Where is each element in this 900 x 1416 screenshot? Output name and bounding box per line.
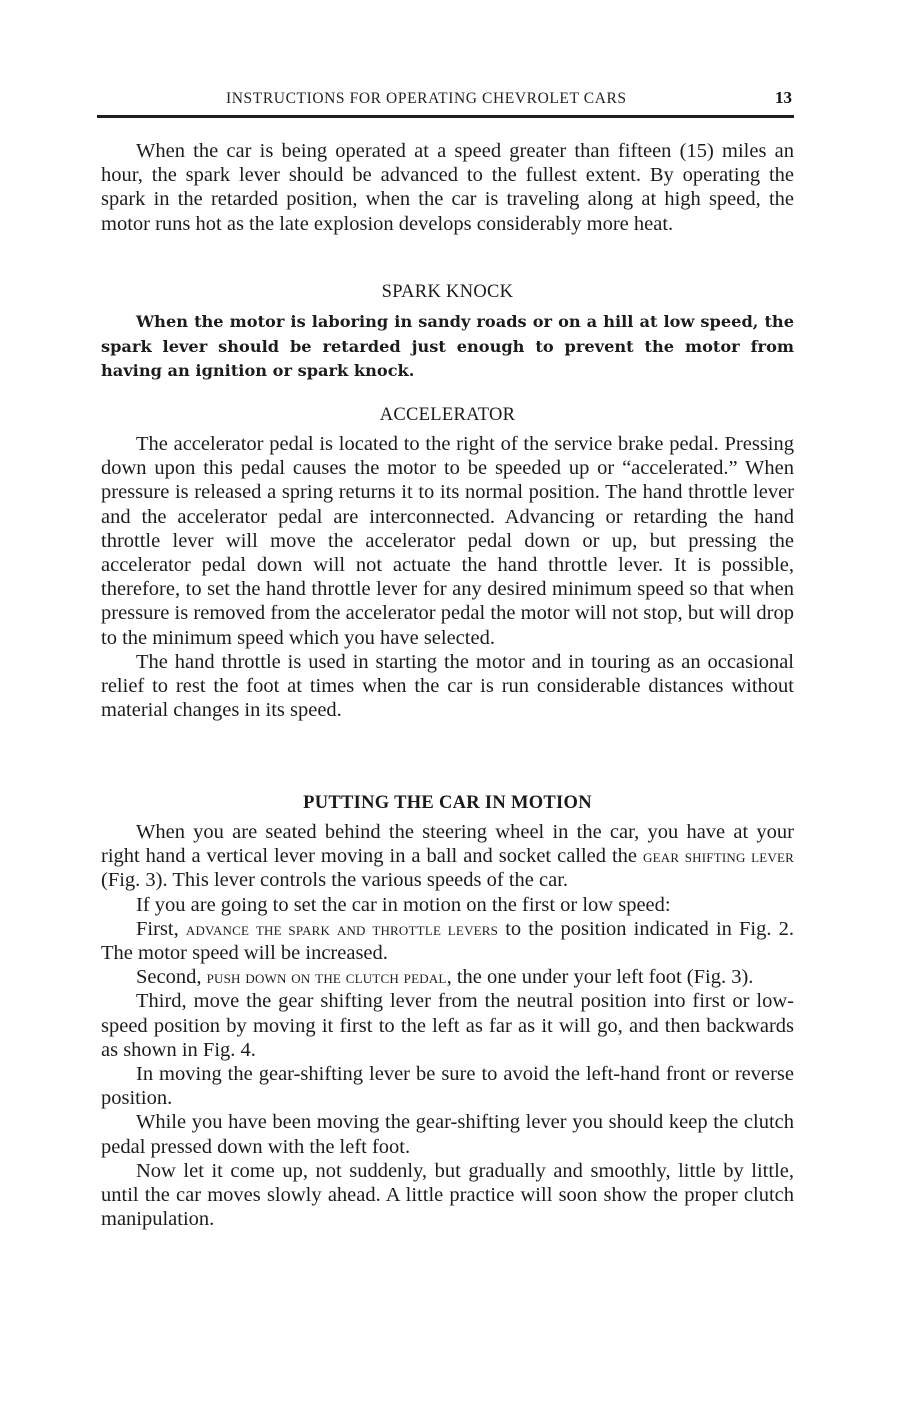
- motion-heading-wrap: [101, 793, 794, 814]
- text-run: When you are seated behind the steering wheel in the car, you have at your right hand a vertical lever moving in a ball and socket called the: [101, 821, 794, 868]
- motion-step-second: [101, 965, 794, 989]
- spark-knock-paragraph: When the motor is laboring in sandy roads or on a hill at low speed, the spark lever should be retarded just enough to prevent the motor from having an ignition or spark knock.: [101, 312, 794, 380]
- accelerator-paragraph-1: The accelerator pedal is located to the right of the service brake pedal. Pressing down upon this pedal causes the motor to be speeded up or “accelerated.” When pressure is released a spring returns it to its normal position. The hand throttle lever and the accelerator pedal are interconnected. Advancing or retarding the hand throttle lever will move the accelerator pedal down or up, but pressing the accelerator pedal down will not actuate the hand throttle lever. It is possible, therefore, to set the hand throttle lever for any desired minimum speed so that when pressure is removed from the accelerator pedal the motor will not stop, but will drop to the minimum speed which you have selected.: [101, 433, 794, 649]
- motion-paragraph-release-clutch: Now let it come up, not suddenly, but gradually and smoothly, little by little, until the car moves slowly ahead. A little practice will soon show the proper clutch manipulation.: [101, 1159, 794, 1231]
- page-number: 13: [775, 88, 792, 107]
- intro-section: [101, 139, 794, 236]
- spark-knock-heading: SPARK KNOCK: [381, 282, 514, 302]
- motion-paragraph-2: If you are going to set the car in motion on the first or low speed:: [136, 893, 671, 916]
- small-caps-term: gear shifting lever: [643, 846, 794, 867]
- spark-knock-section: [101, 310, 794, 384]
- text-run: Second,: [136, 966, 207, 989]
- accelerator-heading-wrap: [101, 405, 794, 426]
- text-run: to the position indicated in Fig. 2. The motor speed will be increased.: [101, 917, 794, 965]
- motion-step-first: [101, 917, 794, 965]
- text-run: , the one under your left foot (Fig. 3).: [446, 966, 754, 989]
- accelerator-section: [101, 432, 794, 722]
- spark-knock-heading-wrap: [101, 282, 794, 303]
- accelerator-heading: ACCELERATOR: [379, 405, 516, 425]
- motion-paragraph-1: [101, 820, 794, 893]
- motion-step-third: Third, move the gear shifting lever from the neutral position into first or low-speed position by moving it first to the left as far as it will go, and then backwards as shown in Fig. 4.: [101, 990, 794, 1061]
- accelerator-paragraph-2: The hand throttle is used in starting the motor and in touring as an occasional relief to rest the foot at times when the car is run considerable distances without material changes in its speed.: [101, 650, 794, 722]
- running-head: [98, 88, 794, 112]
- small-caps-term: push down on the clutch pedal: [206, 967, 447, 988]
- motion-paragraph-avoid-reverse: In moving the gear-shifting lever be sure to avoid the left-hand front or reverse position.: [101, 1063, 794, 1110]
- header-rule: [97, 115, 794, 118]
- text-run: (Fig. 3). This lever controls the various speeds of the car.: [101, 869, 569, 892]
- text-run: First,: [136, 917, 186, 940]
- intro-paragraph: When the car is being operated at a speed greater than fifteen (15) miles an hour, the spark lever should be advanced to the fullest extent. By operating the spark in the retarded position, when the car is traveling along at high speed, the motor runs hot as the late explosion develops considerably more heat.: [101, 140, 794, 235]
- motion-section: [101, 820, 794, 1231]
- running-title: INSTRUCTIONS FOR OPERATING CHEVROLET CARS: [226, 90, 627, 107]
- motion-paragraph-clutch-down: While you have been moving the gear-shifting lever you should keep the clutch pedal pressed down with the left foot.: [101, 1111, 794, 1158]
- small-caps-term: advance the spark and throttle levers: [185, 918, 499, 939]
- motion-heading: PUTTING THE CAR IN MOTION: [303, 793, 592, 813]
